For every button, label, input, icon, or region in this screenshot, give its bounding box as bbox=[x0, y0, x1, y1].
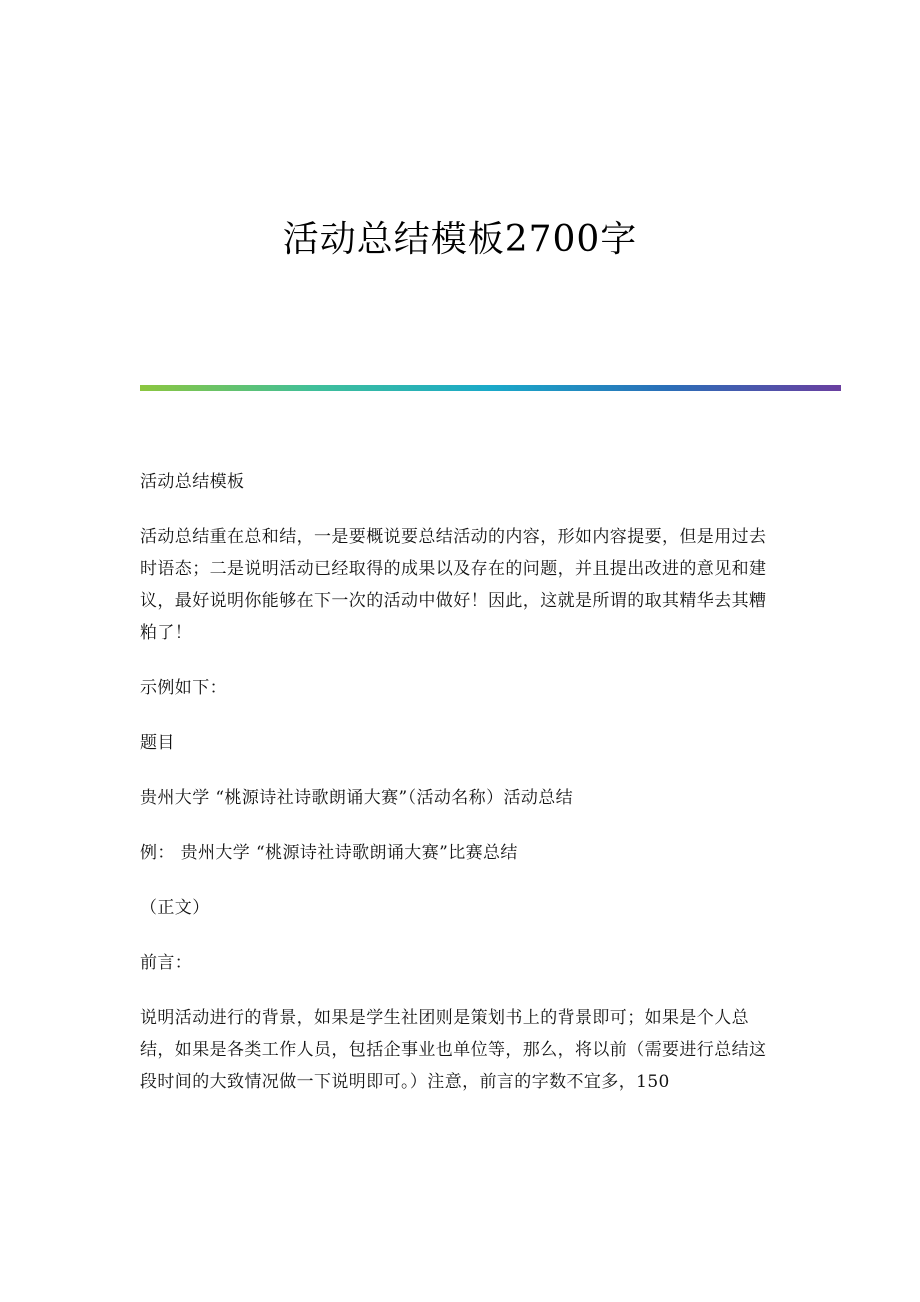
preface-paragraph: 说明活动进行的背景，如果是学生社团则是策划书上的背景即可；如果是个人总结，如果是各类工作人员，包括企事业也单位等，那么，将以前（需要进行总结这段时间的大致情况做一下说明即可。）注意，前言的字数不宜多，150 bbox=[140, 1008, 767, 1092]
title-template: 贵州大学 “桃源诗社诗歌朗诵大赛”（活动名称）活动总结 bbox=[140, 788, 574, 808]
example-label: 示例如下： bbox=[140, 678, 227, 698]
title-label: 题目 bbox=[140, 733, 175, 753]
document-body bbox=[140, 466, 775, 1121]
section-heading: 活动总结模板 bbox=[140, 472, 245, 492]
preface-label: 前言： bbox=[140, 953, 193, 973]
intro-paragraph: 活动总结重在总和结，一是要概说要总结活动的内容，形如内容提要，但是用过去时语态；二是说明活动已经取得的成果以及存在的问题，并且提出改进的意见和建议，最好说明你能够在下一次的活动中做好！因此，这就是所谓的取其精华去其糟粕了！ bbox=[140, 527, 767, 643]
body-label: （正文） bbox=[140, 898, 210, 918]
gradient-divider bbox=[140, 385, 841, 391]
document-title: 活动总结模板2700字 bbox=[282, 219, 638, 260]
title-example: 例： 贵州大学 “桃源诗社诗歌朗诵大赛”比赛总结 bbox=[140, 843, 518, 863]
